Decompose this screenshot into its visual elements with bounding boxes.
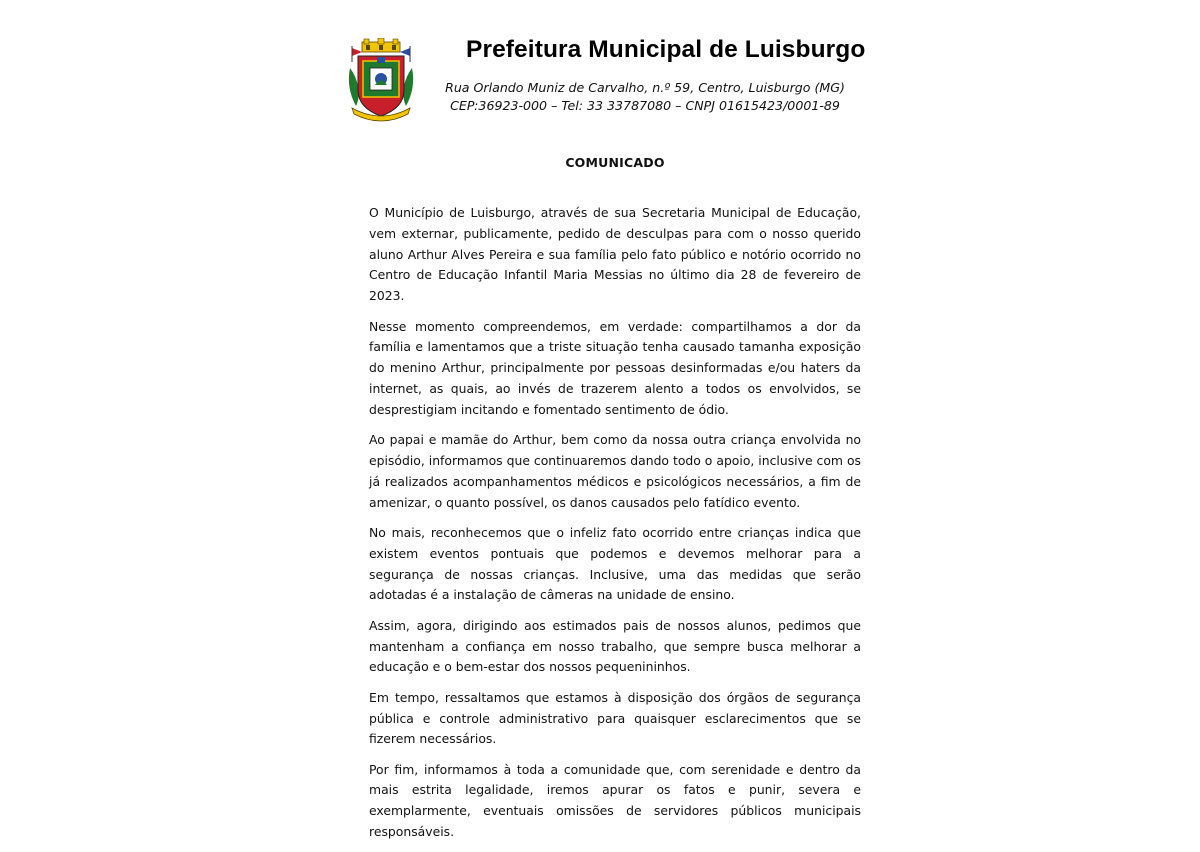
paragraph: Ao papai e mamãe do Arthur, bem como da nossa outra criança envolvida no episódio, informamos que continuaremos dando todo o apoio, inclusive com os já realizados acompanhamentos médicos e psicológicos necessários, a fim de amenizar, o quanto possível, os danos causados pelo fatídico evento. xyxy=(369,432,861,510)
document-body xyxy=(369,203,861,852)
address-block xyxy=(440,79,850,115)
municipal-coat-of-arms-icon xyxy=(346,38,416,122)
address-line: Rua Orlando Muniz de Carvalho, n.º 59, Centro, Luisburgo (MG) xyxy=(445,80,845,95)
document-heading: COMUNICADO xyxy=(565,155,665,170)
paragraph: No mais, reconhecemos que o infeliz fato ocorrido entre crianças indica que existem eventos pontuais que podemos e devemos melhorar para a segurança de nossas crianças. Inclusive, uma das medidas que serão adotadas é a instalação de câmeras na unidade de ensino. xyxy=(369,524,861,603)
paragraph: Nesse momento compreendemos, em verdade: compartilhamos a dor da família e lamentamos que a triste situação tenha causado tamanha exposição do menino Arthur, principalmente por pessoas desinformadas e/ou haters da internet, as quais, ao invés de trazerem alento a todos os envolvidos, se desprestigiam incitando e fomentado sentimento de ódio. xyxy=(369,318,861,417)
paragraph: O Município de Luisburgo, através de sua Secretaria Municipal de Educação, vem externar, publicamente, pedido de desculpas para com o nosso querido aluno Arthur Alves Pereira e sua família pelo fato público e notório ocorrido no Centro de Educação Infantil Maria Messias no último dia 28 de fevereiro de 2023. xyxy=(369,205,861,304)
paragraph: Em tempo, ressaltamos que estamos à disposição dos órgãos de segurança pública e controle administrativo para quaisquer esclarecimentos que se fizerem necessários. xyxy=(369,689,861,747)
paragraph: Por fim, informamos à toda a comunidade que, com serenidade e dentro da mais estrita legalidade, iremos apurar os fatos e punir, severa e exemplarmente, eventuais omissões de servidores públicos municipais responsáveis. xyxy=(369,761,861,840)
contact-line: CEP:36923-000 – Tel: 33 33787080 – CNPJ 01615423/0001-89 xyxy=(450,98,840,113)
organization-title: Prefeitura Municipal de Luisburgo xyxy=(466,36,866,63)
paragraph: Assim, agora, dirigindo aos estimados pais de nossos alunos, pedimos que mantenham a confiança em nosso trabalho, que sempre busca melhorar a educação e o bem-estar dos nossos pequenininhos. xyxy=(369,617,861,675)
